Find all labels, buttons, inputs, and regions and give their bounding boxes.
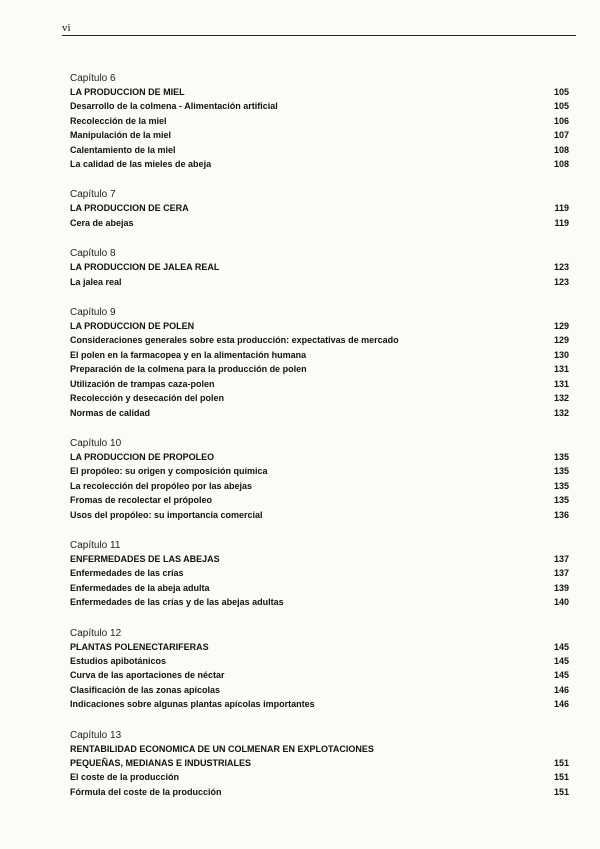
toc-entry-title: Enfermedades de las crías (70, 568, 184, 579)
toc-entry-title: Estudios apibotánicos (70, 655, 167, 666)
toc-entry-title: Enfermedades de las crías y de las abejas adultas (70, 597, 284, 608)
toc-entry (70, 508, 569, 522)
toc-entry-page: 131 (553, 364, 569, 375)
toc-entry-page: 146 (553, 699, 569, 710)
toc-entry (70, 216, 569, 230)
toc-entry-page: 129 (553, 321, 569, 332)
toc-entry-page: 135 (553, 495, 569, 506)
toc-entry-page: 108 (553, 159, 569, 170)
toc-entry-title: La recolección del propóleo por las abejas (70, 480, 253, 491)
toc-entry-title: Normas de calidad (70, 407, 151, 418)
toc-entry-page: 119 (554, 203, 569, 214)
toc-entry-title: El propóleo: su origen y composición química (70, 466, 268, 477)
toc-entry (70, 406, 569, 420)
toc-entry-page: 151 (553, 786, 569, 797)
toc-entry-title: Desarrollo de la colmena - Alimentación artificial (70, 101, 278, 112)
toc-entry (70, 85, 569, 99)
toc-entry-title: El polen en la farmacopea y en la alimentación humana (70, 349, 307, 360)
toc-entry-page: 135 (553, 480, 569, 491)
toc-entry-page: 108 (553, 144, 569, 155)
chapter-label: Capítulo 7 (70, 189, 116, 201)
chapter-label: Capítulo 11 (70, 539, 121, 551)
chapter-section (70, 72, 569, 171)
chapter-label: Capítulo 12 (70, 627, 122, 639)
toc-entry-title: La jalea real (70, 276, 122, 287)
toc-entry-title: Preparación de la colmena para la producción de polen (70, 364, 307, 375)
toc-entry-page: 130 (553, 349, 569, 360)
toc-entry-title: Fromas de recolectar el própoleo (70, 495, 213, 506)
toc-entry-title: Usos del propóleo: su importancia comercial (70, 509, 263, 520)
toc-entry-title: RENTABILIDAD ECONOMICA DE UN COLMENAR EN EXPLOTACIONES (70, 743, 374, 754)
chapter-label: Capítulo 8 (70, 248, 116, 260)
toc-entry (70, 552, 569, 566)
chapter-label: Capítulo 10 (70, 437, 122, 449)
toc-entry-page: 132 (553, 393, 569, 404)
toc-entry-title: Clasificación de las zonas apícolas (70, 684, 221, 695)
chapter-section (70, 306, 569, 420)
toc-entry-title: Indicaciones sobre algunas plantas apícolas importantes (70, 699, 315, 710)
toc-entry-title: LA PRODUCCION DE POLEN (70, 321, 195, 332)
toc-entry-title: Fórmula del coste de la producción (70, 786, 222, 797)
toc-entry (70, 143, 569, 157)
header-rule (62, 35, 576, 36)
toc-entry (70, 654, 569, 668)
toc-entry (70, 668, 569, 682)
toc-entry-title: LA PRODUCCION DE JALEA REAL (70, 262, 220, 273)
toc-entry (70, 493, 569, 507)
chapter-section (70, 247, 569, 289)
toc-entry-title: Calentamiento de la miel (70, 144, 176, 155)
page-number: vi (62, 22, 71, 34)
toc-entry-page: 129 (553, 335, 569, 346)
toc-entry-page: 145 (553, 655, 569, 666)
toc-entry (70, 377, 569, 391)
toc-entry (70, 319, 569, 333)
toc-entry (70, 742, 569, 756)
toc-entry-page: 135 (553, 451, 569, 462)
toc-entry-page: 123 (553, 262, 569, 273)
chapter-section (70, 188, 569, 230)
toc-entry-title: Manipulación de la miel (70, 130, 172, 141)
toc-entry-title: ENFERMEDADES DE LAS ABEJAS (70, 553, 220, 564)
chapter-label: Capítulo 6 (70, 73, 116, 84)
toc-entry-title: LA PRODUCCION DE MIEL (70, 87, 185, 97)
toc-entry (70, 333, 569, 347)
toc-entry-page: 151 (553, 758, 569, 768)
chapter-section (70, 627, 569, 712)
toc-entry-page: 131 (553, 378, 569, 389)
toc-entry (70, 595, 569, 609)
chapter-section (70, 729, 569, 800)
toc-entry (70, 581, 569, 595)
toc-entry-page: 140 (553, 597, 569, 608)
toc-entry-page: 132 (553, 407, 569, 418)
toc-entry-title: LA PRODUCCION DE PROPOLEO (70, 451, 215, 462)
toc-entry (70, 201, 569, 215)
toc-entry (70, 640, 569, 654)
toc-entry-page: 136 (553, 509, 569, 520)
toc-entry (70, 683, 569, 697)
toc-entry-title: PLANTAS POLENECTARIFERAS (70, 641, 209, 652)
toc-entry-page: 123 (553, 276, 569, 287)
toc-entry-title: Curva de las aportaciones de néctar (70, 670, 225, 681)
toc-entry (70, 756, 569, 770)
toc-entry (70, 770, 569, 784)
toc-entry (70, 450, 569, 464)
toc-entry-title: PEQUEÑAS, MEDIANAS E INDUSTRIALES (70, 758, 252, 768)
chapter-label: Capítulo 13 (70, 729, 122, 741)
toc-entry-page: 135 (553, 466, 569, 477)
toc-entry (70, 785, 569, 799)
toc-entry (70, 157, 569, 171)
toc-entry-page: 137 (553, 553, 569, 564)
toc-entry (70, 566, 569, 580)
toc-entry-title: Recolección y desecación del polen (70, 393, 225, 404)
toc-entry-title: LA PRODUCCION DE CERA (70, 203, 189, 214)
toc-entry (70, 114, 569, 128)
toc-entry (70, 99, 569, 113)
toc-entry (70, 275, 569, 289)
toc-entry-page: 137 (553, 568, 569, 579)
toc-entry-title: Enfermedades de la abeja adulta (70, 582, 210, 593)
toc-entry (70, 260, 569, 274)
toc-entry-page: 119 (554, 217, 569, 228)
toc-entry-page: 139 (553, 582, 569, 593)
toc-entry-page: 145 (553, 641, 569, 652)
toc-entry (70, 362, 569, 376)
toc-entry (70, 464, 569, 478)
toc-entry-title: La calidad de las mieles de abeja (70, 159, 212, 170)
toc-entry-title: Consideraciones generales sobre esta producción: expectativas de mercado (70, 335, 399, 346)
toc-entry-title: El coste de la producción (70, 772, 180, 783)
toc-entry (70, 128, 569, 142)
toc-entry (70, 391, 569, 405)
toc-entry-page: 145 (553, 670, 569, 681)
chapter-section (70, 437, 569, 522)
toc-entry (70, 348, 569, 362)
toc-entry (70, 479, 569, 493)
toc-entry-title: Cera de abejas (70, 217, 134, 228)
chapter-label: Capítulo 9 (70, 307, 116, 319)
table-of-contents (70, 72, 569, 816)
toc-entry-page: 105 (553, 101, 569, 112)
toc-entry-title: Utilización de trampas caza-polen (70, 378, 215, 389)
toc-entry (70, 697, 569, 711)
chapter-section (70, 539, 569, 610)
toc-entry-page: 151 (553, 772, 569, 783)
toc-entry-page: 106 (553, 115, 569, 126)
toc-entry-page: 107 (553, 130, 569, 141)
toc-entry-page: 146 (553, 684, 569, 695)
toc-entry-page: 105 (553, 87, 569, 97)
toc-entry-title: Recolección de la miel (70, 115, 167, 126)
